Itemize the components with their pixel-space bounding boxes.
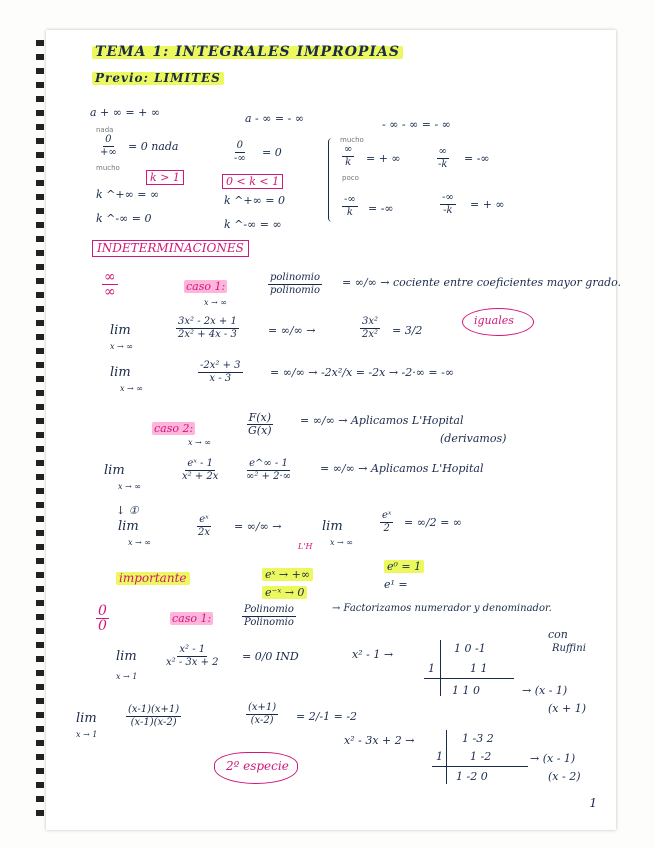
ex3-mid-fraction: $\frac{e\^{}\infty - 1}{\text{∞² + 2·∞}}$ <box>246 458 291 482</box>
importante-label: importante <box>116 572 190 585</box>
ex4-lim2-sub: x → ∞ <box>330 538 353 547</box>
note-mucho-2: mucho <box>340 136 364 144</box>
ex5-lim: lim <box>116 649 137 664</box>
ex6-lim: lim <box>76 711 97 726</box>
ruffini2-vline <box>446 730 447 784</box>
frac-inf-over-inf: ∞ ∞ <box>104 269 116 300</box>
rule-neg-inf-minus-inf: - ∞ - ∞ = - ∞ <box>382 118 451 131</box>
frac-inf-over-k: ∞ k <box>344 144 353 168</box>
box-k-gt-1: k > 1 <box>146 170 184 185</box>
ruffini1-bottom: 1 1 0 <box>452 684 480 697</box>
ruffini1-top: 1 0 -1 <box>454 642 486 655</box>
box-k-range: 0 < k < 1 <box>222 174 283 189</box>
ruffini2-root: 1 <box>436 750 443 763</box>
rhs-inf-over-neg-k: = -∞ <box>464 152 490 165</box>
ex4-final: = ∞/2 = ∞ <box>404 516 462 529</box>
importante-line1: eˣ → +∞ <box>262 568 313 581</box>
page-title: TEMA 1: INTEGRALES IMPROPIAS <box>92 46 403 59</box>
caso1-label: caso 1: <box>186 280 226 293</box>
ex5-eq: = 0/0 IND <box>242 650 299 663</box>
ex6-simplified: $\frac{(x+1)}{(x-2)}$ <box>248 702 277 726</box>
ex6-lim-sub: x → 1 <box>76 730 98 739</box>
ex3-result: = ∞/∞ → Aplicamos L'Hopital <box>320 462 484 475</box>
ex4-lim2: lim <box>322 519 343 534</box>
ex1-simplified: $\frac{\text{3x²}}{\text{2x²}}$ <box>362 316 379 340</box>
ruffini2-factor2: (x - 2) <box>548 770 581 783</box>
ex6-fraction: $\frac{(x-1)(x+1)}{(x-1)(x-2)}$ <box>128 704 180 728</box>
caso2-label: caso 2: <box>154 422 194 435</box>
ex6-final: = 2/-1 = -2 <box>296 710 358 723</box>
ex5-lim-sub: x → 1 <box>116 672 138 681</box>
deriv-marker: ↓ ① <box>116 504 139 517</box>
rule-k-neg-inf-2: k ^-∞ = ∞ <box>224 218 282 231</box>
rule-k-pos-inf-2: k ^+∞ = 0 <box>224 194 285 207</box>
lhopital-tag: L'H <box>298 542 313 551</box>
notebook-spiral <box>36 40 44 820</box>
subtitle-limites: Previo: LIMITES <box>92 72 224 85</box>
caso2-result2: (derivamos) <box>440 432 507 445</box>
ex3-lim: lim <box>104 463 125 478</box>
frac-0-over-0: $\frac{0}{0}$ <box>98 603 107 634</box>
ex4-fraction: $\frac{\text{eˣ}}{2x}$ <box>198 514 211 538</box>
caso1-lim-sub: x → ∞ <box>204 298 227 307</box>
ex2-fraction: $\frac{\text{-2x² + 3}}{x - 3}$ <box>200 360 241 384</box>
rhs-0-over-inf: = 0 nada <box>128 140 179 153</box>
ex3-lim-sub: x → ∞ <box>118 482 141 491</box>
ex4-lim-sub: x → ∞ <box>128 538 151 547</box>
frac-inf-over-neg-k: ∞ -k <box>438 146 448 170</box>
caso1b-fraction: Polinomio Polinomio <box>244 604 294 628</box>
heading-indeterminaciones: INDETERMINACIONES <box>92 240 249 257</box>
frac-0-over-inf: 0 +∞ <box>100 134 117 158</box>
ruffini1-vline <box>440 640 441 696</box>
rhs-inf-over-k: = + ∞ <box>366 152 401 165</box>
brace <box>328 138 335 222</box>
ruffini2-factor1: → (x - 1) <box>530 752 576 765</box>
label-con: con <box>548 628 568 641</box>
frac-0-over-neg-inf: 0 -∞ <box>234 140 246 164</box>
rule-k-pos-inf-1: k ^+∞ = ∞ <box>96 188 160 201</box>
page-number: 1 <box>589 796 597 810</box>
ex1-fraction: $\frac{\text{3x² - 2x + 1}}{\text{2x² + 4x - 3}}$ <box>178 316 237 340</box>
rhs-neg-inf-over-k: = -∞ <box>368 202 394 215</box>
ruffini1-factor1: → (x - 1) <box>522 684 568 697</box>
rhs-neg-inf-over-neg-k: = + ∞ <box>470 198 505 211</box>
frac-neg-inf-over-k: -∞ k <box>344 194 356 218</box>
caso2-fraction: $\frac{F(x)}{G(x)}$ <box>248 411 272 437</box>
importante-note2: e¹ = <box>384 578 408 591</box>
ex4-lim: lim <box>118 519 139 534</box>
ruffini2-mid: 1 -2 <box>470 750 492 763</box>
rule-k-neg-inf-1: k ^-∞ = 0 <box>96 212 152 225</box>
ruffini2-lhs: x² - 3x + 2 → <box>344 734 415 747</box>
note-mucho: mucho <box>96 164 120 172</box>
caso2-lim-sub: x → ∞ <box>188 438 211 447</box>
rhs-0-over-neg-inf: = 0 <box>262 146 282 159</box>
ruffini1-root: 1 <box>428 662 435 675</box>
note-nada: nada <box>96 126 114 134</box>
ex2-lim: lim <box>110 365 131 380</box>
ex1-eq1: = ∞/∞ → <box>268 324 316 337</box>
ex1-eq3: = 3/2 <box>392 324 423 337</box>
caso1b-result: → Factorizamos numerador y denominador. <box>332 603 552 614</box>
label-ruffini: Ruffini <box>552 643 586 654</box>
ex2-lim-sub: x → ∞ <box>120 384 143 393</box>
ex2-eq: = ∞/∞ → -2x²/x = -2x → -2·∞ = -∞ <box>270 366 454 379</box>
ex4-eq: = ∞/∞ → <box>234 520 282 533</box>
importante-line2: e⁻ˣ → 0 <box>262 586 307 599</box>
caso1-result: = ∞/∞ → cociente entre coeficientes mayor grado. <box>342 276 622 289</box>
bubble-iguales: iguales <box>474 314 514 327</box>
ex3-fraction: $\frac{\text{eˣ - 1}}{\text{x² + 2x}}$ <box>182 458 219 482</box>
ruffini2-bottom: 1 -2 0 <box>456 770 488 783</box>
ex4-fraction2: $\frac{\text{eˣ}}{2}$ <box>382 510 392 534</box>
ruffini1-factor2: (x + 1) <box>548 702 586 715</box>
caso1b-label: caso 1: <box>172 612 212 625</box>
rule-a-minus-inf: a - ∞ = - ∞ <box>245 112 305 125</box>
note-poco: poco <box>342 174 359 182</box>
ruffini1-mid: 1 1 <box>470 662 488 675</box>
ex1-lim-sub: x → ∞ <box>110 342 133 351</box>
bubble-segunda-especie: 2º especie <box>226 759 289 773</box>
importante-note1: e⁰ = 1 <box>384 560 424 573</box>
ex5-fraction: $\frac{\text{x² - 1}}{\text{x² - 3x + 2}}$ <box>166 644 219 668</box>
ruffini1-hline <box>424 678 514 679</box>
caso2-result: = ∞/∞ → Aplicamos L'Hopital <box>300 414 464 427</box>
ruffini2-top: 1 -3 2 <box>462 732 494 745</box>
ex5-rhs: x² - 1 → <box>352 648 394 661</box>
caso1-fraction: polinomio polinomio <box>270 272 320 296</box>
ruffini2-hline <box>432 766 528 767</box>
rule-a-plus-inf: a + ∞ = + ∞ <box>90 106 161 119</box>
frac-neg-inf-over-neg-k: -∞ -k <box>442 192 454 216</box>
ex1-lim: lim <box>110 323 131 338</box>
